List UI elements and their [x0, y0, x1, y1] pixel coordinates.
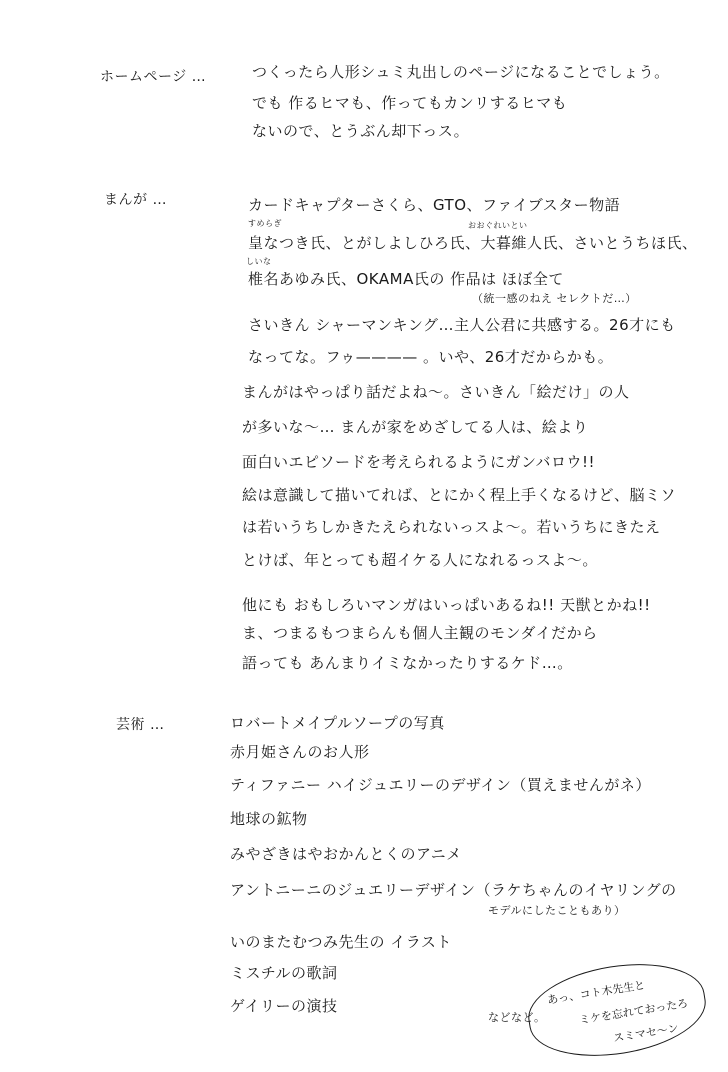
manga-line: さいきん シャーマンキング…主人公君に共感する。26才にも: [248, 316, 676, 334]
manga-line: 他にも おもしろいマンガはいっぱいあるね!! 天獣とかね!!: [242, 596, 651, 614]
manga-line: 椎名あゆみ氏、OKAMA氏の 作品は ほぼ全て: [248, 270, 564, 288]
manga-line: （統一感のねえ セレクトだ…）: [472, 292, 637, 305]
manga-line: カードキャプターさくら、GTO、ファイブスター物語: [248, 196, 621, 214]
bubble-line: あっ、コト木先生と: [546, 978, 647, 1007]
art-item: モデルにしたこともあり）: [488, 904, 626, 917]
manga-line: なってな。フゥ———— 。いや、26才だからかも。: [248, 348, 614, 366]
art-item: いのまたむつみ先生の イラスト: [230, 933, 452, 951]
manga-line: とけば、年とっても超イケる人になれるっスよ〜。: [242, 551, 598, 569]
manga-line: まんがはやっぱり話だよね〜。さいきん「絵だけ」の人: [242, 383, 630, 401]
art-item: ゲイリーの演技: [230, 997, 338, 1015]
manga-line: 皇なつき氏、とがしよしひろ氏、大暮維人氏、さいとうちほ氏、: [248, 234, 698, 252]
art-item: 地球の鉱物: [230, 810, 308, 828]
manga-ruby: しいな: [246, 257, 272, 266]
bubble-line: ミケを忘れておったろ: [578, 996, 689, 1027]
homepage-line: でも 作るヒマも、作ってもカンリするヒマも: [252, 94, 568, 112]
manga-ruby: おおぐれいとい: [468, 221, 528, 230]
manga-line: ま、つまるもつまらんも個人主観のモンダイだから: [242, 624, 598, 642]
manga-line: 面白いエピソードを考えられるようにガンバロウ!!: [242, 453, 595, 471]
homepage-line: つくったら人形シュミ丸出しのページになることでしょう。: [252, 63, 670, 81]
art-item: ティファニー ハイジュエリーのデザイン（買えませんがネ）: [230, 776, 651, 794]
art-item: 赤月姫さんのお人形: [230, 743, 370, 761]
art-item: みやざきはやおかんとくのアニメ: [230, 845, 462, 863]
footer-text: などなど。: [488, 1011, 546, 1024]
art-item: ミスチルの歌詞: [230, 964, 338, 982]
manga-line: が多いな〜… まんが家をめざしてる人は、絵より: [242, 418, 589, 436]
homepage-line: ないので、とうぶん却下っス。: [252, 122, 470, 140]
manga-line: 絵は意識して描いてれば、とにかく程上手くなるけど、脳ミソ: [242, 486, 677, 504]
manga-line: 語っても あんまりイミなかったりするケド…。: [242, 654, 573, 672]
bubble-line: スミマセ〜ン: [612, 1021, 680, 1045]
manga-label: まんが …: [104, 192, 167, 208]
art-item: ロバートメイプルソープの写真: [230, 714, 445, 732]
manga-ruby: すめらぎ: [248, 219, 282, 228]
art-item: アントニーニのジュエリーデザイン（ラケちゃんのイヤリングの: [230, 881, 677, 899]
manga-line: は若いうちしかきたえられないっスよ〜。若いうちにきたえ: [242, 518, 661, 536]
art-label: 芸術 …: [116, 717, 165, 733]
homepage-label: ホームページ …: [100, 69, 207, 85]
